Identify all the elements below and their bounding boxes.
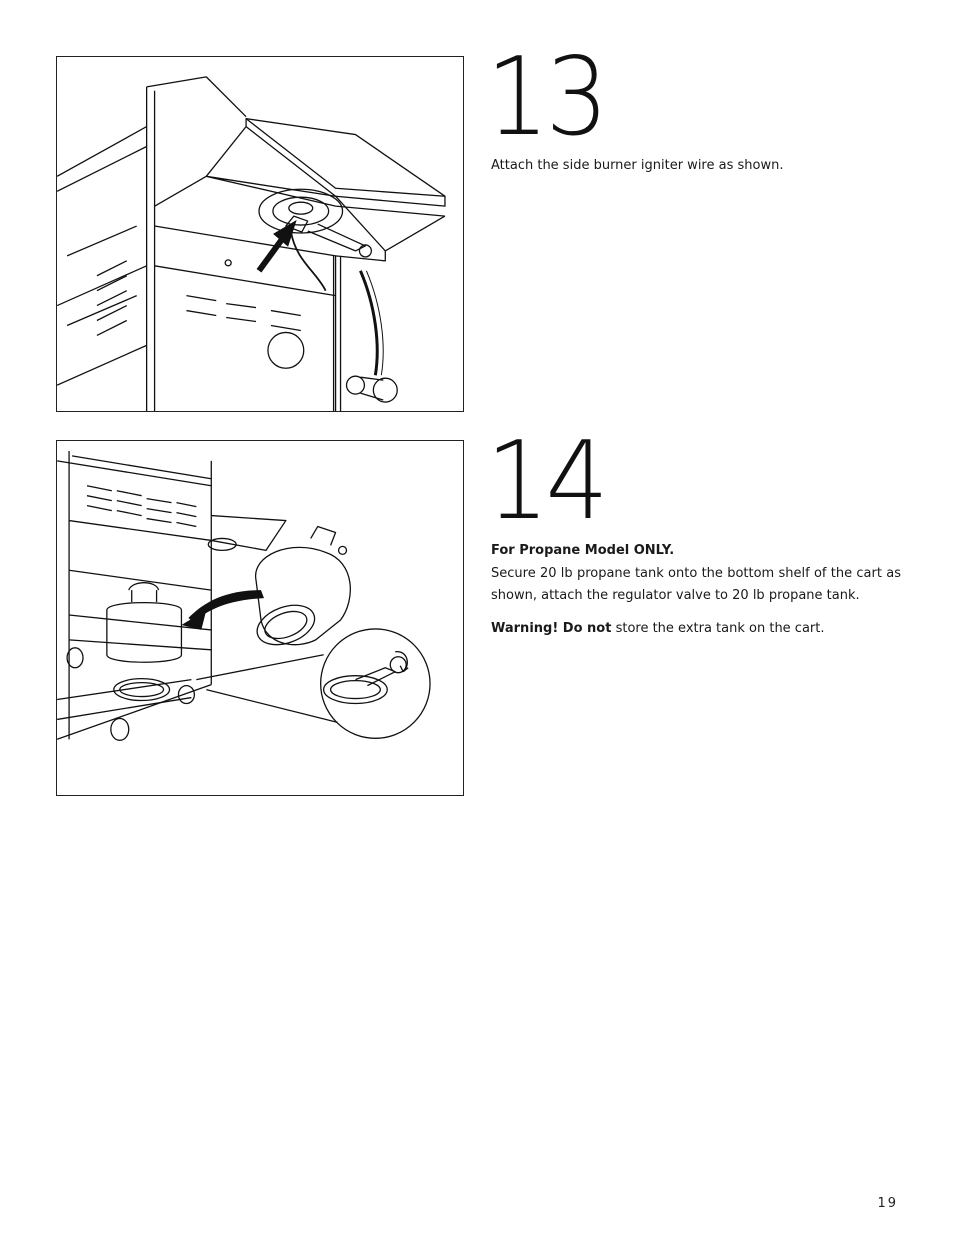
side-burner-igniter-drawing [57, 57, 463, 411]
propane-tank-drawing [57, 441, 463, 795]
page-number: 19 [877, 1196, 898, 1211]
warning-text: store the extra tank on the cart. [611, 621, 825, 636]
step-13-instruction: Attach the side burner igniter wire as shown. [491, 158, 784, 173]
step-13-number: 13 [486, 35, 606, 160]
step-14-instruction: Secure 20 lb propane tank onto the bottom shelf of the cart as shown, attach the regulator valve to 20 lb propane tank. [491, 566, 901, 603]
step-13-illustration [56, 56, 464, 412]
step-14-heading: For Propane Model ONLY. [491, 543, 675, 558]
step-14-number: 14 [486, 419, 606, 544]
warning-label: Warning! Do not [491, 621, 612, 636]
step-14-illustration [56, 440, 464, 796]
step-14-warning [491, 618, 901, 640]
